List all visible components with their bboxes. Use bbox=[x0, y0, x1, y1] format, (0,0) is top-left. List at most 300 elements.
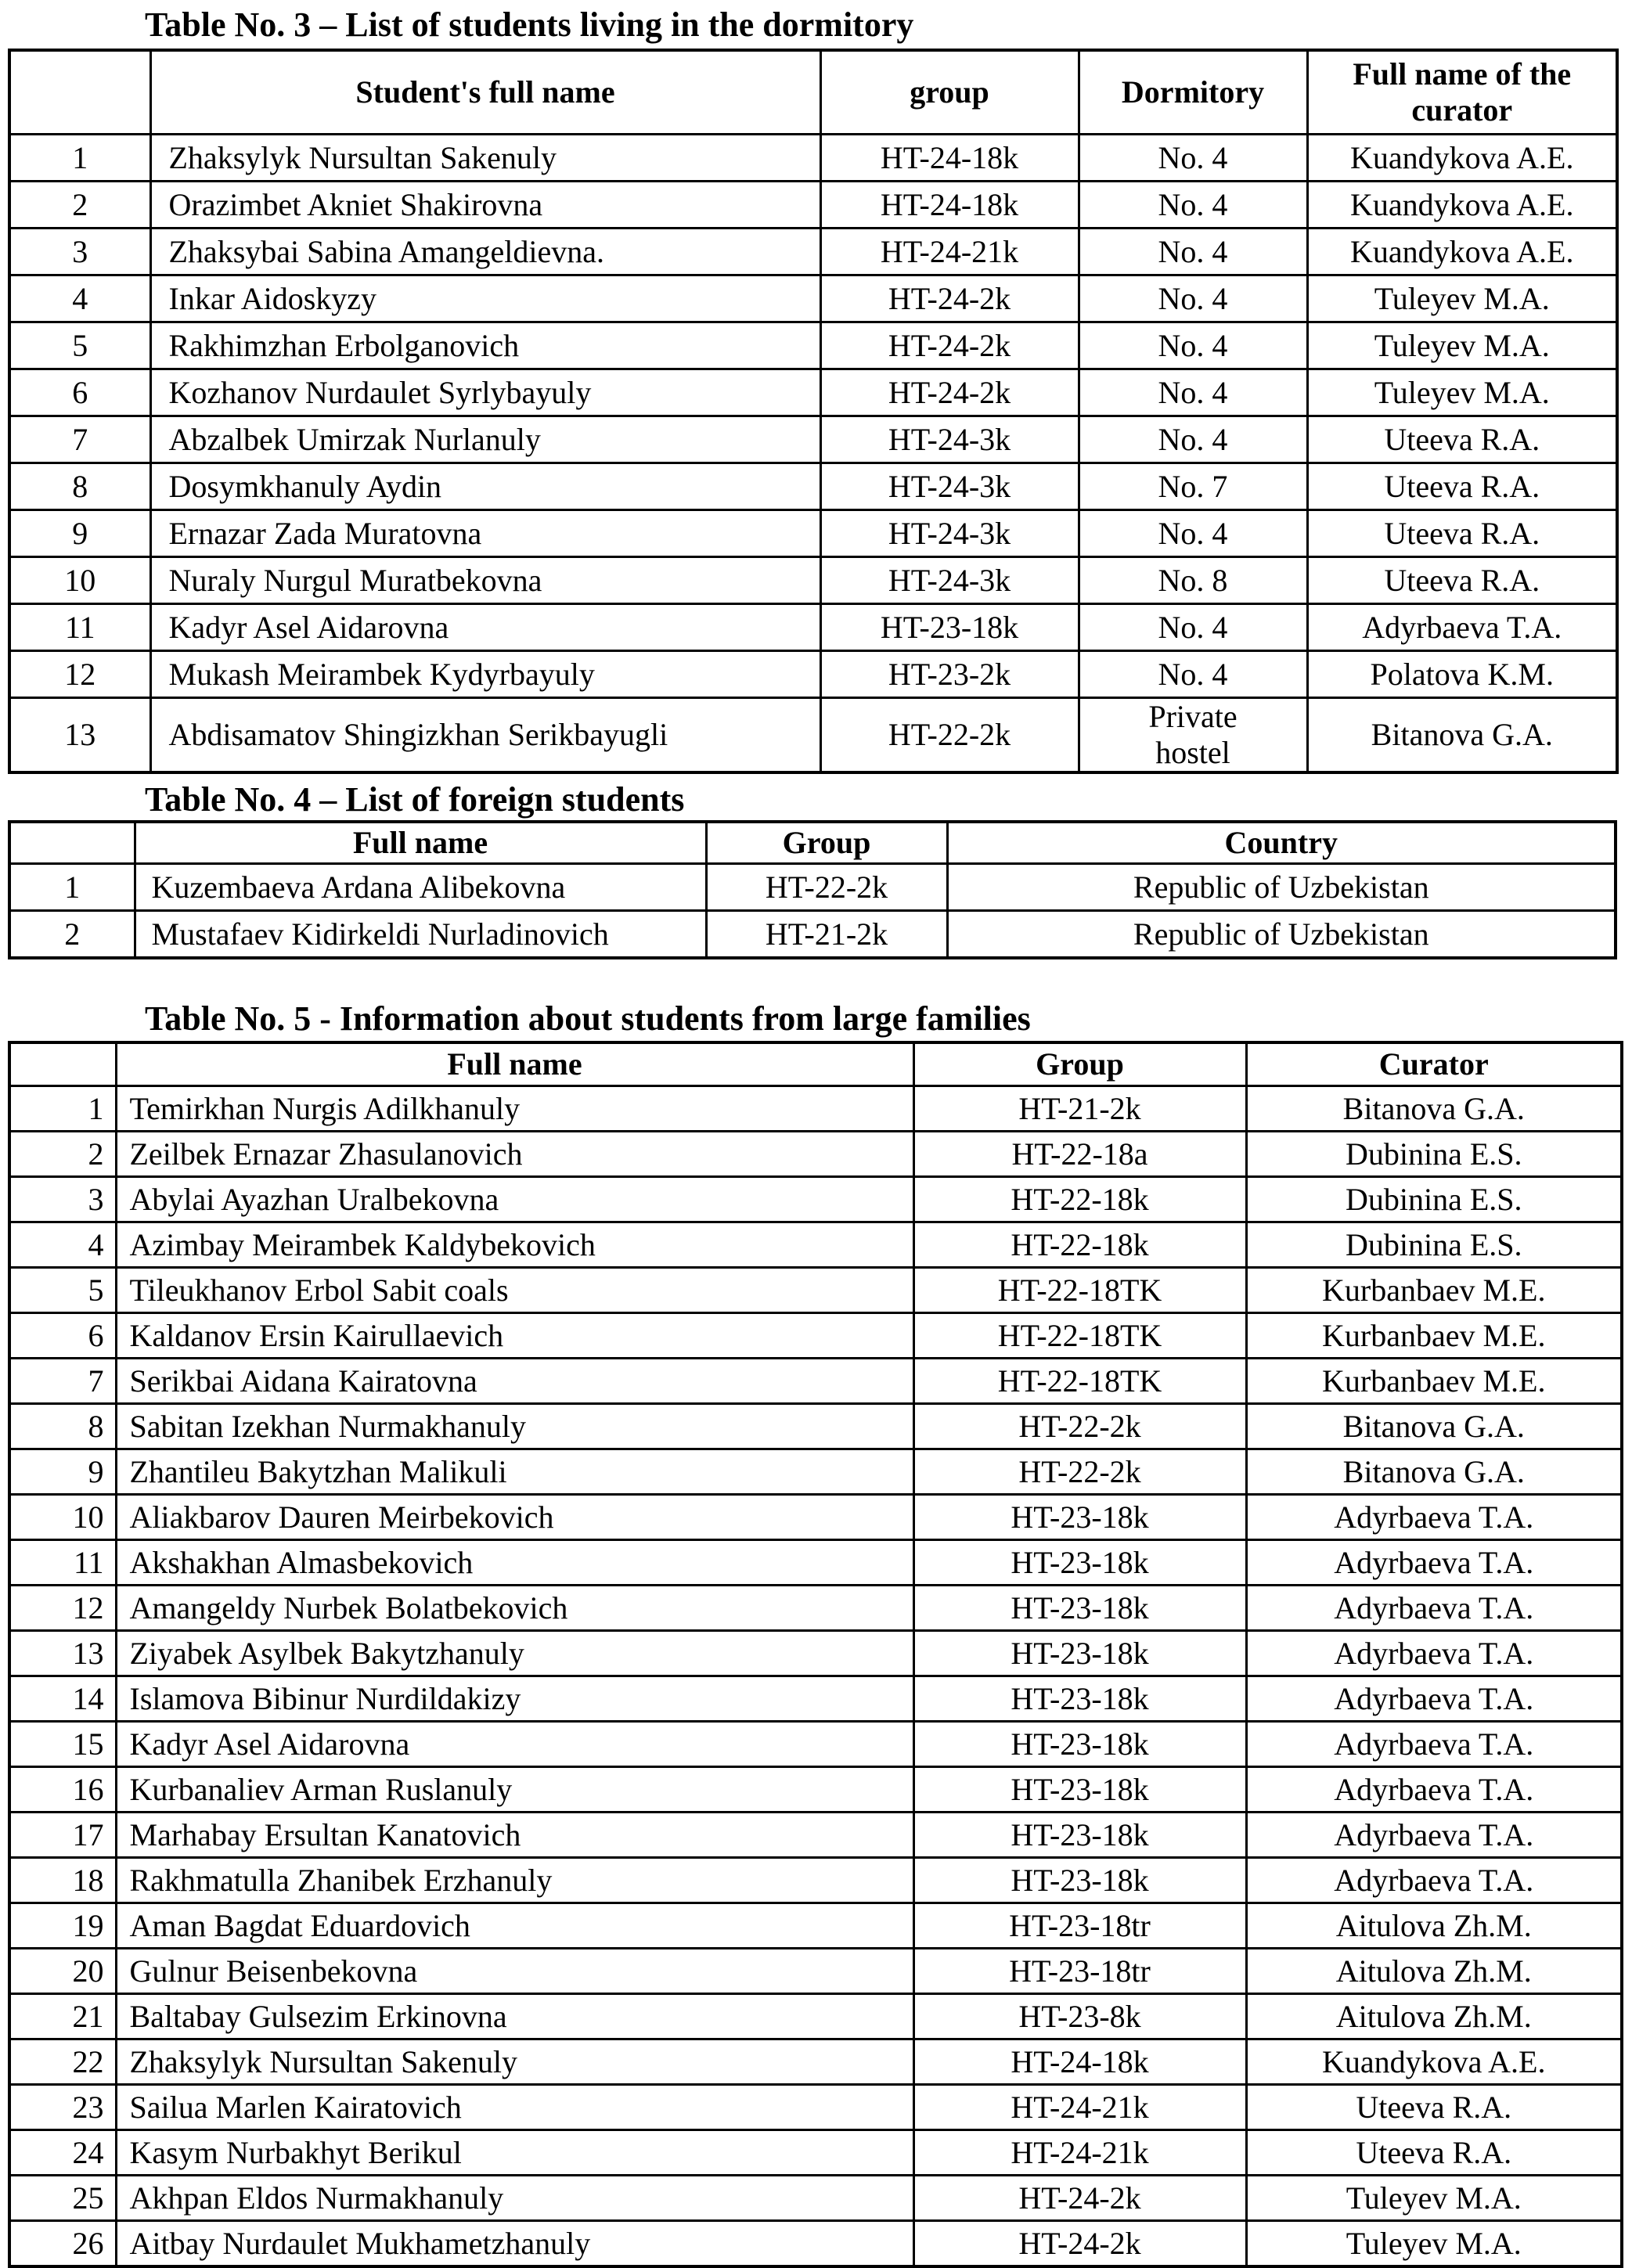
table5-cell-r20-c0 bbox=[9, 1949, 116, 1994]
table3-title: Table No. 3 – List of students living in the dormitory bbox=[145, 5, 914, 44]
cell-text: HT-22-2k bbox=[888, 717, 1011, 752]
table5-cell-r2-c2 bbox=[913, 1132, 1246, 1177]
table5-cell-r22-c2 bbox=[913, 2039, 1246, 2085]
table5-cell-r5-c2 bbox=[913, 1268, 1246, 1313]
table3-column-header-2 bbox=[820, 50, 1079, 135]
cell-text: HT-22-18k bbox=[1011, 1181, 1149, 1217]
table5-cell-r7-c1 bbox=[116, 1359, 913, 1404]
cell-text: Zhantileu Bakytzhan Malikuli bbox=[129, 1453, 507, 1489]
cell-text: 10 bbox=[72, 1499, 104, 1535]
cell-text: Islamova Bibinur Nurdildakizy bbox=[129, 1680, 521, 1716]
table5-cell-r2-c1 bbox=[116, 1132, 913, 1177]
table3-row-10 bbox=[9, 557, 1617, 604]
cell-text: HT-23-18k bbox=[1011, 1726, 1149, 1762]
table5-row-7 bbox=[9, 1359, 1622, 1404]
cell-text: Ziyabek Asylbek Bakytzhanuly bbox=[129, 1635, 524, 1671]
table5-cell-r25-c2 bbox=[913, 2176, 1246, 2221]
cell-text: 10 bbox=[64, 562, 96, 598]
cell-text: Dubinina E.S. bbox=[1345, 1136, 1522, 1172]
cell-text: Republic of Uzbekistan bbox=[1133, 869, 1429, 905]
cell-text: No. 4 bbox=[1158, 609, 1228, 645]
cell-text: 16 bbox=[72, 1771, 104, 1807]
cell-text: Tuleyev M.A. bbox=[1374, 374, 1550, 410]
table5-column-header-3 bbox=[1246, 1042, 1622, 1086]
table3-cell-r3-c4 bbox=[1307, 229, 1617, 275]
cell-text: Aitulova Zh.M. bbox=[1335, 1907, 1532, 1943]
table5-cell-r18-c3 bbox=[1246, 1858, 1622, 1903]
table4-column-header-0 bbox=[9, 822, 135, 864]
table5-cell-r11-c3 bbox=[1246, 1540, 1622, 1586]
table3-cell-r8-c4 bbox=[1307, 463, 1617, 510]
table3-cell-r12-c2 bbox=[820, 651, 1079, 698]
table3-cell-r4-c3 bbox=[1079, 275, 1307, 322]
cell-text: Bitanova G.A. bbox=[1371, 717, 1553, 752]
cell-text: HT-23-18tr bbox=[1009, 1907, 1151, 1943]
table5-row-20 bbox=[9, 1949, 1622, 1994]
table5-cell-r24-c2 bbox=[913, 2130, 1246, 2176]
table3-cell-r13-c1 bbox=[150, 698, 820, 773]
table5-cell-r1-c0 bbox=[9, 1086, 116, 1132]
cell-text: 7 bbox=[72, 421, 88, 457]
table3-cell-r9-c4 bbox=[1307, 510, 1617, 557]
table3-row-6 bbox=[9, 369, 1617, 416]
table5-cell-r6-c3 bbox=[1246, 1313, 1622, 1359]
cell-text: Rakhmatulla Zhanibek Erzhanuly bbox=[129, 1862, 553, 1898]
table3-cell-r11-c4 bbox=[1307, 604, 1617, 651]
table5-cell-r14-c3 bbox=[1246, 1676, 1622, 1722]
table5-cell-r20-c1 bbox=[116, 1949, 913, 1994]
cell-text: HT-24-2k bbox=[888, 374, 1011, 410]
table5-cell-r19-c1 bbox=[116, 1903, 913, 1949]
table5-column-header-2 bbox=[913, 1042, 1246, 1086]
table5-cell-r26-c2 bbox=[913, 2221, 1246, 2267]
cell-text: 3 bbox=[88, 1181, 104, 1217]
table5-cell-r17-c2 bbox=[913, 1813, 1246, 1858]
table5-cell-r21-c1 bbox=[116, 1994, 913, 2039]
table5-cell-r9-c1 bbox=[116, 1449, 913, 1495]
table4-cell-r2-c0 bbox=[9, 911, 135, 959]
cell-text: No. 4 bbox=[1158, 280, 1228, 316]
table3-cell-r13-c2 bbox=[820, 698, 1079, 773]
table5-cell-r26-c0 bbox=[9, 2221, 116, 2267]
table5-cell-r10-c2 bbox=[913, 1495, 1246, 1540]
cell-text: No. 4 bbox=[1158, 421, 1228, 457]
table5-large-family-students bbox=[8, 1041, 1623, 2268]
cell-text: Adyrbaeva T.A. bbox=[1334, 1726, 1534, 1762]
table3-cell-r1-c3 bbox=[1079, 135, 1307, 182]
table5-row-23 bbox=[9, 2085, 1622, 2130]
table3-cell-r1-c4 bbox=[1307, 135, 1617, 182]
cell-text: 25 bbox=[72, 2180, 104, 2216]
cell-text: No. 4 bbox=[1158, 327, 1228, 363]
cell-text: Kuzembaeva Ardana Alibekovna bbox=[151, 869, 566, 905]
table5-row-19 bbox=[9, 1903, 1622, 1949]
cell-text: Tuleyev M.A. bbox=[1346, 2180, 1522, 2216]
cell-text: Uteeva R.A. bbox=[1384, 468, 1540, 504]
cell-text: Private hostel bbox=[1148, 699, 1238, 770]
table4-cell-r2-c3 bbox=[947, 911, 1616, 959]
cell-text: HT-23-18k bbox=[1011, 1635, 1149, 1671]
cell-text: Kuandykova A.E. bbox=[1349, 186, 1574, 222]
table4-cell-r1-c0 bbox=[9, 864, 135, 911]
table3-cell-r9-c2 bbox=[820, 510, 1079, 557]
table5-column-header-1 bbox=[116, 1042, 913, 1086]
table3-cell-r8-c2 bbox=[820, 463, 1079, 510]
table5-row-1 bbox=[9, 1086, 1622, 1132]
table3-dormitory-students bbox=[8, 49, 1619, 774]
table5-row-5 bbox=[9, 1268, 1622, 1313]
cell-text: Gulnur Beisenbekovna bbox=[129, 1953, 418, 1989]
table3-cell-r8-c1 bbox=[150, 463, 820, 510]
table3-cell-r3-c0 bbox=[9, 229, 150, 275]
cell-text: Dubinina E.S. bbox=[1345, 1181, 1522, 1217]
table5-row-18 bbox=[9, 1858, 1622, 1903]
table5-cell-r23-c0 bbox=[9, 2085, 116, 2130]
table3-cell-r2-c3 bbox=[1079, 182, 1307, 229]
cell-text: HT-23-8k bbox=[1018, 1998, 1141, 2034]
cell-text: Bitanova G.A. bbox=[1342, 1090, 1525, 1126]
table5-cell-r9-c2 bbox=[913, 1449, 1246, 1495]
cell-text: Tuleyev M.A. bbox=[1374, 327, 1550, 363]
table5-row-4 bbox=[9, 1222, 1622, 1268]
table5-cell-r11-c0 bbox=[9, 1540, 116, 1586]
table5-cell-r12-c3 bbox=[1246, 1586, 1622, 1631]
table3-cell-r10-c2 bbox=[820, 557, 1079, 604]
table3-cell-r10-c0 bbox=[9, 557, 150, 604]
table3-row-11 bbox=[9, 604, 1617, 651]
table5-row-10 bbox=[9, 1495, 1622, 1540]
table5-cell-r6-c2 bbox=[913, 1313, 1246, 1359]
cell-text: 17 bbox=[72, 1816, 104, 1852]
table5-cell-r3-c0 bbox=[9, 1177, 116, 1222]
cell-text: Adyrbaeva T.A. bbox=[1334, 1680, 1534, 1716]
table3-cell-r13-c3 bbox=[1079, 698, 1307, 773]
table5-cell-r21-c3 bbox=[1246, 1994, 1622, 2039]
table4-cell-r2-c1 bbox=[135, 911, 706, 959]
cell-text: HT-22-18TK bbox=[997, 1272, 1162, 1308]
cell-text: 20 bbox=[72, 1953, 104, 1989]
table5-cell-r16-c1 bbox=[116, 1767, 913, 1813]
table5-cell-r12-c0 bbox=[9, 1586, 116, 1631]
table5-cell-r22-c3 bbox=[1246, 2039, 1622, 2085]
cell-text: HT-24-21k bbox=[1011, 2089, 1149, 2125]
table3-column-header-0 bbox=[9, 50, 150, 135]
table3-cell-r3-c3 bbox=[1079, 229, 1307, 275]
cell-text: HT-23-18k bbox=[1011, 1589, 1149, 1625]
table5-cell-r3-c2 bbox=[913, 1177, 1246, 1222]
table4-column-header-1 bbox=[135, 822, 706, 864]
table4-cell-r1-c1 bbox=[135, 864, 706, 911]
cell-text: No. 4 bbox=[1158, 374, 1228, 410]
table5-cell-r12-c1 bbox=[116, 1586, 913, 1631]
cell-text: Uteeva R.A. bbox=[1384, 515, 1540, 551]
table3-cell-r11-c2 bbox=[820, 604, 1079, 651]
cell-text: HT-23-18k bbox=[880, 609, 1019, 645]
table4-column-header-3 bbox=[947, 822, 1616, 864]
table5-cell-r2-c0 bbox=[9, 1132, 116, 1177]
table3-cell-r5-c0 bbox=[9, 322, 150, 369]
table5-cell-r19-c2 bbox=[913, 1903, 1246, 1949]
cell-text: Zeilbek Ernazar Zhasulanovich bbox=[129, 1136, 523, 1172]
table3-column-header-1 bbox=[150, 50, 820, 135]
cell-text: Orazimbet Akniet Shakirovna bbox=[168, 186, 543, 222]
table5-cell-r3-c1 bbox=[116, 1177, 913, 1222]
table5-cell-r14-c0 bbox=[9, 1676, 116, 1722]
table5-cell-r11-c1 bbox=[116, 1540, 913, 1586]
cell-text: 12 bbox=[64, 656, 96, 692]
table3-row-8 bbox=[9, 463, 1617, 510]
table3-cell-r10-c3 bbox=[1079, 557, 1307, 604]
column-header-text: Full name bbox=[447, 1046, 582, 1082]
cell-text: Adyrbaeva T.A. bbox=[1334, 1499, 1534, 1535]
cell-text: HT-23-18tr bbox=[1009, 1953, 1151, 1989]
cell-text: HT-24-18k bbox=[880, 139, 1019, 175]
table5-cell-r9-c0 bbox=[9, 1449, 116, 1495]
table5-cell-r14-c2 bbox=[913, 1676, 1246, 1722]
column-header-text: Curator bbox=[1378, 1046, 1489, 1082]
table5-row-6 bbox=[9, 1313, 1622, 1359]
cell-text: Kurbanaliev Arman Ruslanuly bbox=[129, 1771, 513, 1807]
table5-row-15 bbox=[9, 1722, 1622, 1767]
cell-text: Aitbay Nurdaulet Mukhametzhanuly bbox=[129, 2225, 591, 2261]
table5-cell-r26-c1 bbox=[116, 2221, 913, 2267]
table5-cell-r16-c3 bbox=[1246, 1767, 1622, 1813]
cell-text: 9 bbox=[72, 515, 88, 551]
table5-row-22 bbox=[9, 2039, 1622, 2085]
cell-text: Nuraly Nurgul Muratbekovna bbox=[168, 562, 542, 598]
table5-row-24 bbox=[9, 2130, 1622, 2176]
table5-cell-r7-c0 bbox=[9, 1359, 116, 1404]
table3-row-7 bbox=[9, 416, 1617, 463]
table5-cell-r13-c2 bbox=[913, 1631, 1246, 1676]
table5-row-26 bbox=[9, 2221, 1622, 2267]
table3-column-header-4 bbox=[1307, 50, 1617, 135]
cell-text: 13 bbox=[72, 1635, 104, 1671]
cell-text: 6 bbox=[88, 1317, 104, 1353]
cell-text: Adyrbaeva T.A. bbox=[1362, 609, 1562, 645]
cell-text: 5 bbox=[72, 327, 88, 363]
cell-text: HT-24-2k bbox=[1018, 2225, 1141, 2261]
table5-cell-r17-c3 bbox=[1246, 1813, 1622, 1858]
cell-text: 4 bbox=[88, 1226, 104, 1262]
table5-cell-r7-c3 bbox=[1246, 1359, 1622, 1404]
cell-text: Adyrbaeva T.A. bbox=[1334, 1816, 1534, 1852]
cell-text: HT-24-3k bbox=[888, 515, 1011, 551]
table5-cell-r15-c0 bbox=[9, 1722, 116, 1767]
table5-cell-r18-c2 bbox=[913, 1858, 1246, 1903]
table5-cell-r13-c0 bbox=[9, 1631, 116, 1676]
table3-cell-r2-c1 bbox=[150, 182, 820, 229]
cell-text: 24 bbox=[72, 2134, 104, 2170]
cell-text: 18 bbox=[72, 1862, 104, 1898]
table3-cell-r13-c4 bbox=[1307, 698, 1617, 773]
table3-cell-r6-c2 bbox=[820, 369, 1079, 416]
cell-text: Kaldanov Ersin Kairullaevich bbox=[129, 1317, 504, 1353]
table3-cell-r2-c2 bbox=[820, 182, 1079, 229]
column-header-text: Dormitory bbox=[1121, 74, 1265, 110]
cell-text: Abylai Ayazhan Uralbekovna bbox=[129, 1181, 499, 1217]
table5-cell-r4-c3 bbox=[1246, 1222, 1622, 1268]
table5-cell-r21-c2 bbox=[913, 1994, 1246, 2039]
table3-cell-r5-c3 bbox=[1079, 322, 1307, 369]
table4-foreign-students bbox=[8, 820, 1617, 959]
table3-cell-r12-c4 bbox=[1307, 651, 1617, 698]
cell-text: Zhaksylyk Nursultan Sakenuly bbox=[168, 139, 557, 175]
cell-text: Inkar Aidoskyzy bbox=[168, 280, 377, 316]
table5-cell-r25-c1 bbox=[116, 2176, 913, 2221]
table5-cell-r6-c1 bbox=[116, 1313, 913, 1359]
cell-text: Republic of Uzbekistan bbox=[1133, 916, 1429, 952]
table5-cell-r1-c1 bbox=[116, 1086, 913, 1132]
table3-cell-r1-c0 bbox=[9, 135, 150, 182]
table5-cell-r17-c1 bbox=[116, 1813, 913, 1858]
table3-row-4 bbox=[9, 275, 1617, 322]
table5-cell-r8-c3 bbox=[1246, 1404, 1622, 1449]
cell-text: Dubinina E.S. bbox=[1345, 1226, 1522, 1262]
cell-text: 15 bbox=[72, 1726, 104, 1762]
table4-cell-r1-c3 bbox=[947, 864, 1616, 911]
table3-cell-r6-c0 bbox=[9, 369, 150, 416]
table5-cell-r8-c0 bbox=[9, 1404, 116, 1449]
cell-text: HT-24-21k bbox=[880, 233, 1019, 269]
table5-cell-r20-c3 bbox=[1246, 1949, 1622, 1994]
table5-cell-r26-c3 bbox=[1246, 2221, 1622, 2267]
table5-cell-r25-c0 bbox=[9, 2176, 116, 2221]
table3-cell-r5-c1 bbox=[150, 322, 820, 369]
table5-cell-r18-c0 bbox=[9, 1858, 116, 1903]
cell-text: HT-24-2k bbox=[1018, 2180, 1141, 2216]
cell-text: 11 bbox=[73, 1544, 104, 1580]
table3-cell-r4-c1 bbox=[150, 275, 820, 322]
table3-cell-r1-c2 bbox=[820, 135, 1079, 182]
cell-text: HT-21-2k bbox=[765, 916, 888, 952]
cell-text: 1 bbox=[88, 1090, 104, 1126]
cell-text: HT-22-2k bbox=[1018, 1453, 1141, 1489]
table5-cell-r3-c3 bbox=[1246, 1177, 1622, 1222]
cell-text: Uteeva R.A. bbox=[1356, 2134, 1512, 2170]
cell-text: 8 bbox=[72, 468, 88, 504]
table5-row-16 bbox=[9, 1767, 1622, 1813]
cell-text: 21 bbox=[72, 1998, 104, 2034]
cell-text: Tuleyev M.A. bbox=[1374, 280, 1550, 316]
table3-row-12 bbox=[9, 651, 1617, 698]
table5-cell-r21-c0 bbox=[9, 1994, 116, 2039]
cell-text: HT-22-18k bbox=[1011, 1226, 1149, 1262]
table5-row-9 bbox=[9, 1449, 1622, 1495]
table5-title: Table No. 5 - Information about students from large families bbox=[145, 999, 1031, 1038]
table3-cell-r12-c0 bbox=[9, 651, 150, 698]
cell-text: HT-22-2k bbox=[1018, 1408, 1141, 1444]
table5-cell-r19-c0 bbox=[9, 1903, 116, 1949]
table5-cell-r6-c0 bbox=[9, 1313, 116, 1359]
cell-text: HT-24-18k bbox=[1011, 2043, 1149, 2079]
cell-text: HT-23-18k bbox=[1011, 1680, 1149, 1716]
cell-text: Zhaksylyk Nursultan Sakenuly bbox=[129, 2043, 517, 2079]
table3-cell-r5-c2 bbox=[820, 322, 1079, 369]
table5-row-25 bbox=[9, 2176, 1622, 2221]
table5-cell-r18-c1 bbox=[116, 1858, 913, 1903]
table3-row-9 bbox=[9, 510, 1617, 557]
cell-text: No. 4 bbox=[1158, 233, 1228, 269]
cell-text: 2 bbox=[72, 186, 88, 222]
cell-text: 1 bbox=[64, 869, 81, 905]
cell-text: Kurbanbaev M.E. bbox=[1322, 1317, 1546, 1353]
cell-text: Kadyr Asel Aidarovna bbox=[129, 1726, 410, 1762]
table5-row-12 bbox=[9, 1586, 1622, 1631]
cell-text: Mukash Meirambek Kydyrbayuly bbox=[168, 656, 595, 692]
column-header-text: group bbox=[910, 74, 989, 110]
table3-cell-r4-c2 bbox=[820, 275, 1079, 322]
table5-cell-r10-c3 bbox=[1246, 1495, 1622, 1540]
cell-text: Kuandykova A.E. bbox=[1321, 2043, 1546, 2079]
cell-text: Azimbay Meirambek Kaldybekovich bbox=[129, 1226, 596, 1262]
table5-cell-r15-c2 bbox=[913, 1722, 1246, 1767]
cell-text: 9 bbox=[88, 1453, 104, 1489]
table3-cell-r6-c1 bbox=[150, 369, 820, 416]
table3-cell-r11-c1 bbox=[150, 604, 820, 651]
cell-text: HT-22-18TK bbox=[997, 1317, 1162, 1353]
table5-cell-r22-c0 bbox=[9, 2039, 116, 2085]
table3-cell-r7-c3 bbox=[1079, 416, 1307, 463]
table5-cell-r24-c0 bbox=[9, 2130, 116, 2176]
table5-cell-r8-c1 bbox=[116, 1404, 913, 1449]
cell-text: Kurbanbaev M.E. bbox=[1322, 1363, 1546, 1399]
cell-text: 7 bbox=[88, 1363, 104, 1399]
cell-text: Akshakhan Almasbekovich bbox=[129, 1544, 474, 1580]
table3-row-1 bbox=[9, 135, 1617, 182]
table3-row-5 bbox=[9, 322, 1617, 369]
table5-row-17 bbox=[9, 1813, 1622, 1858]
table5-row-21 bbox=[9, 1994, 1622, 2039]
cell-text: HT-24-2k bbox=[888, 327, 1011, 363]
table3-cell-r9-c3 bbox=[1079, 510, 1307, 557]
table3-cell-r6-c3 bbox=[1079, 369, 1307, 416]
cell-text: HT-21-2k bbox=[1018, 1090, 1141, 1126]
cell-text: 23 bbox=[72, 2089, 104, 2125]
table4-row-2 bbox=[9, 911, 1616, 959]
table5-cell-r23-c3 bbox=[1246, 2085, 1622, 2130]
cell-text: 26 bbox=[72, 2225, 104, 2261]
table5-row-13 bbox=[9, 1631, 1622, 1676]
table3-row-2 bbox=[9, 182, 1617, 229]
cell-text: HT-24-3k bbox=[888, 468, 1011, 504]
cell-text: Kuandykova A.E. bbox=[1349, 139, 1574, 175]
cell-text: HT-22-18a bbox=[1011, 1136, 1148, 1172]
cell-text: Akhpan Eldos Nurmakhanuly bbox=[129, 2180, 504, 2216]
table4-cell-r1-c2 bbox=[706, 864, 947, 911]
table3-cell-r5-c4 bbox=[1307, 322, 1617, 369]
table5-cell-r25-c3 bbox=[1246, 2176, 1622, 2221]
table3-cell-r1-c1 bbox=[150, 135, 820, 182]
cell-text: Amangeldy Nurbek Bolatbekovich bbox=[129, 1589, 568, 1625]
cell-text: Mustafaev Kidirkeldi Nurladinovich bbox=[151, 916, 609, 952]
table5-cell-r4-c2 bbox=[913, 1222, 1246, 1268]
cell-text: Kasym Nurbakhyt Berikul bbox=[129, 2134, 462, 2170]
cell-text: HT-24-18k bbox=[880, 186, 1019, 222]
cell-text: Tileukhanov Erbol Sabit coals bbox=[129, 1272, 509, 1308]
cell-text: Aman Bagdat Eduardovich bbox=[129, 1907, 470, 1943]
table5-cell-r23-c1 bbox=[116, 2085, 913, 2130]
table3-cell-r12-c1 bbox=[150, 651, 820, 698]
cell-text: Serikbai Aidana Kairatovna bbox=[129, 1363, 477, 1399]
table4-column-header-2 bbox=[706, 822, 947, 864]
table3-cell-r9-c1 bbox=[150, 510, 820, 557]
cell-text: HT-24-3k bbox=[888, 562, 1011, 598]
cell-text: HT-23-18k bbox=[1011, 1862, 1149, 1898]
table3-cell-r10-c4 bbox=[1307, 557, 1617, 604]
cell-text: Kuandykova A.E. bbox=[1349, 233, 1574, 269]
cell-text: 6 bbox=[72, 374, 88, 410]
